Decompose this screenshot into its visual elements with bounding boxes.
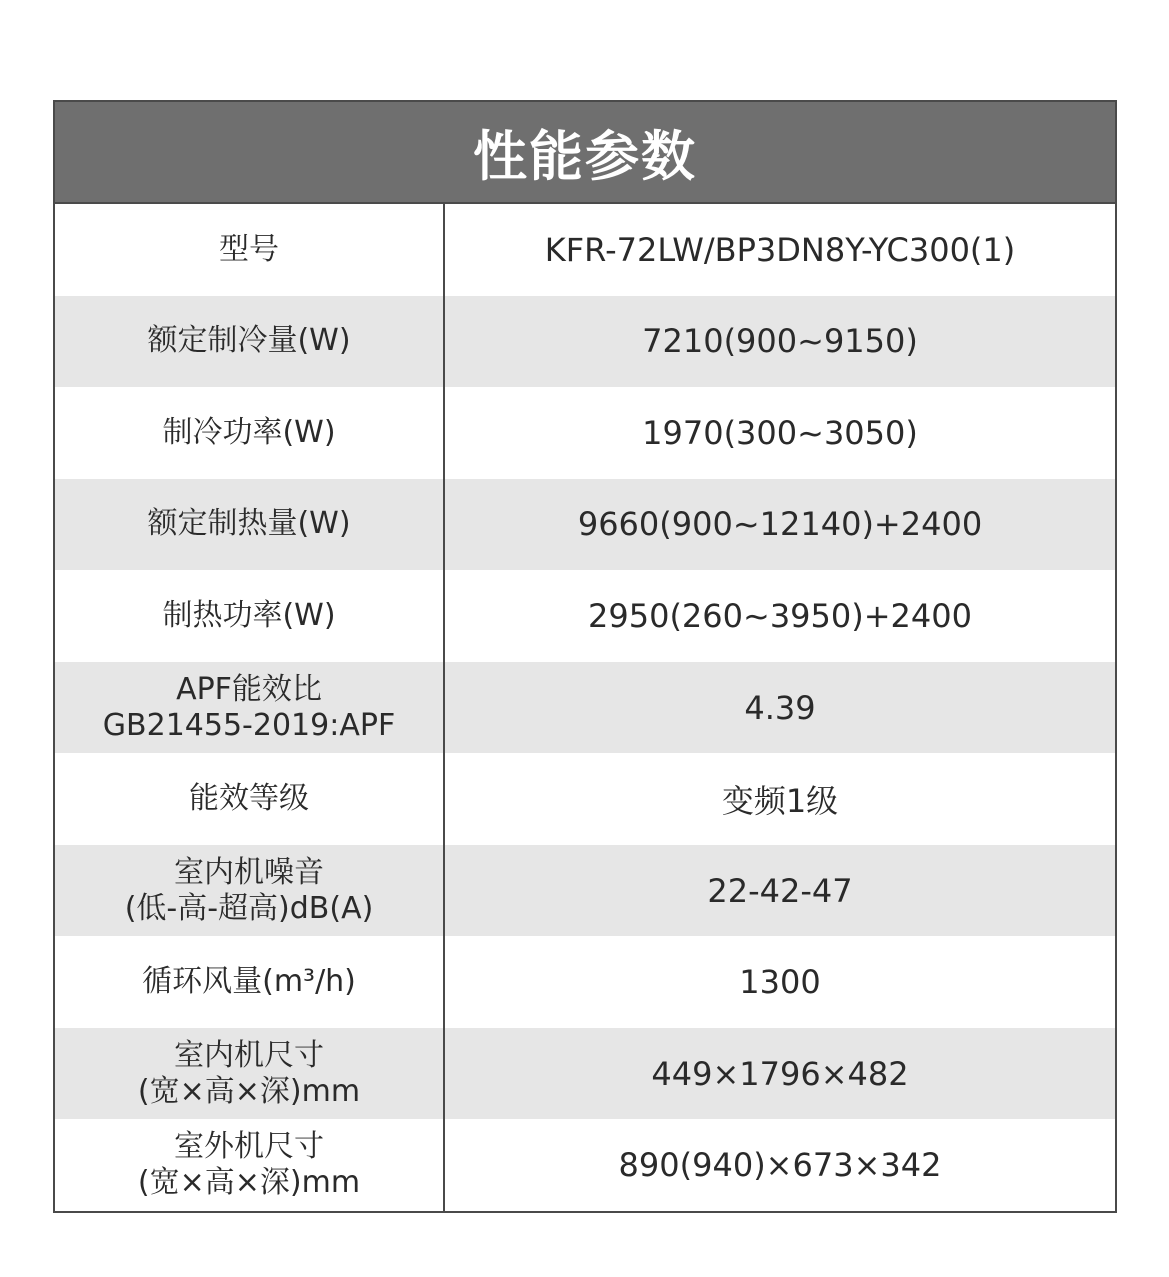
spec-value: KFR-72LW/BP3DN8Y-YC300(1) xyxy=(544,230,1016,269)
spec-label xyxy=(55,570,445,662)
spec-label-line: (宽×高×深)mm xyxy=(137,1073,361,1109)
table-row xyxy=(55,479,1115,571)
spec-label xyxy=(55,387,445,479)
table-row xyxy=(55,662,1115,754)
table-title: 性能参数 xyxy=(473,124,697,188)
spec-label-line: GB21455-2019:APF xyxy=(102,707,396,743)
table-row xyxy=(55,936,1115,1028)
spec-label-line: 型号 xyxy=(219,231,279,267)
spec-label-line: 室内机尺寸 xyxy=(174,1037,324,1073)
spec-label xyxy=(55,936,445,1028)
spec-label xyxy=(55,479,445,571)
table-row xyxy=(55,1028,1115,1120)
spec-value: 2950(260~3950)+2400 xyxy=(588,596,972,635)
spec-value: 4.39 xyxy=(744,688,816,727)
spec-value: 449×1796×482 xyxy=(651,1054,909,1093)
spec-label xyxy=(55,753,445,845)
spec-value: 22-42-47 xyxy=(707,871,853,910)
spec-value: 1970(300~3050) xyxy=(642,413,918,452)
spec-label-line: (宽×高×深)mm xyxy=(137,1165,361,1201)
table-body xyxy=(55,204,1115,1211)
spec-label-line: 制热功率(W) xyxy=(162,597,336,633)
spec-label-line: 室外机尺寸 xyxy=(174,1129,324,1165)
spec-label-line: 制冷功率(W) xyxy=(162,414,336,450)
spec-label-line: 能效等级 xyxy=(189,781,309,817)
spec-label-line: 室内机噪音 xyxy=(174,854,324,890)
spec-value: 7210(900~9150) xyxy=(642,322,918,361)
spec-value: 9660(900~12140)+2400 xyxy=(577,505,983,544)
table-row xyxy=(55,296,1115,388)
table-row xyxy=(55,204,1115,296)
spec-label xyxy=(55,1119,445,1211)
table-row xyxy=(55,845,1115,937)
spec-label xyxy=(55,662,445,754)
spec-label xyxy=(55,1028,445,1120)
performance-spec-table xyxy=(53,100,1117,1213)
spec-value: 1300 xyxy=(739,963,821,1002)
spec-label xyxy=(55,204,445,296)
spec-value: 890(940)×673×342 xyxy=(618,1146,942,1185)
spec-label xyxy=(55,296,445,388)
table-row xyxy=(55,387,1115,479)
spec-label-line: 循环风量(m³/h) xyxy=(142,964,356,1000)
table-row xyxy=(55,570,1115,662)
spec-label-line: (低-高-超高)dB(A) xyxy=(124,890,374,926)
spec-label xyxy=(55,845,445,937)
table-row xyxy=(55,1119,1115,1211)
table-header xyxy=(55,102,1115,204)
spec-label-line: 额定制冷量(W) xyxy=(147,323,351,359)
table-row xyxy=(55,753,1115,845)
spec-value: 变频1级 xyxy=(721,782,839,821)
spec-label-line: 额定制热量(W) xyxy=(147,506,351,542)
spec-label-line: APF能效比 xyxy=(176,671,322,707)
